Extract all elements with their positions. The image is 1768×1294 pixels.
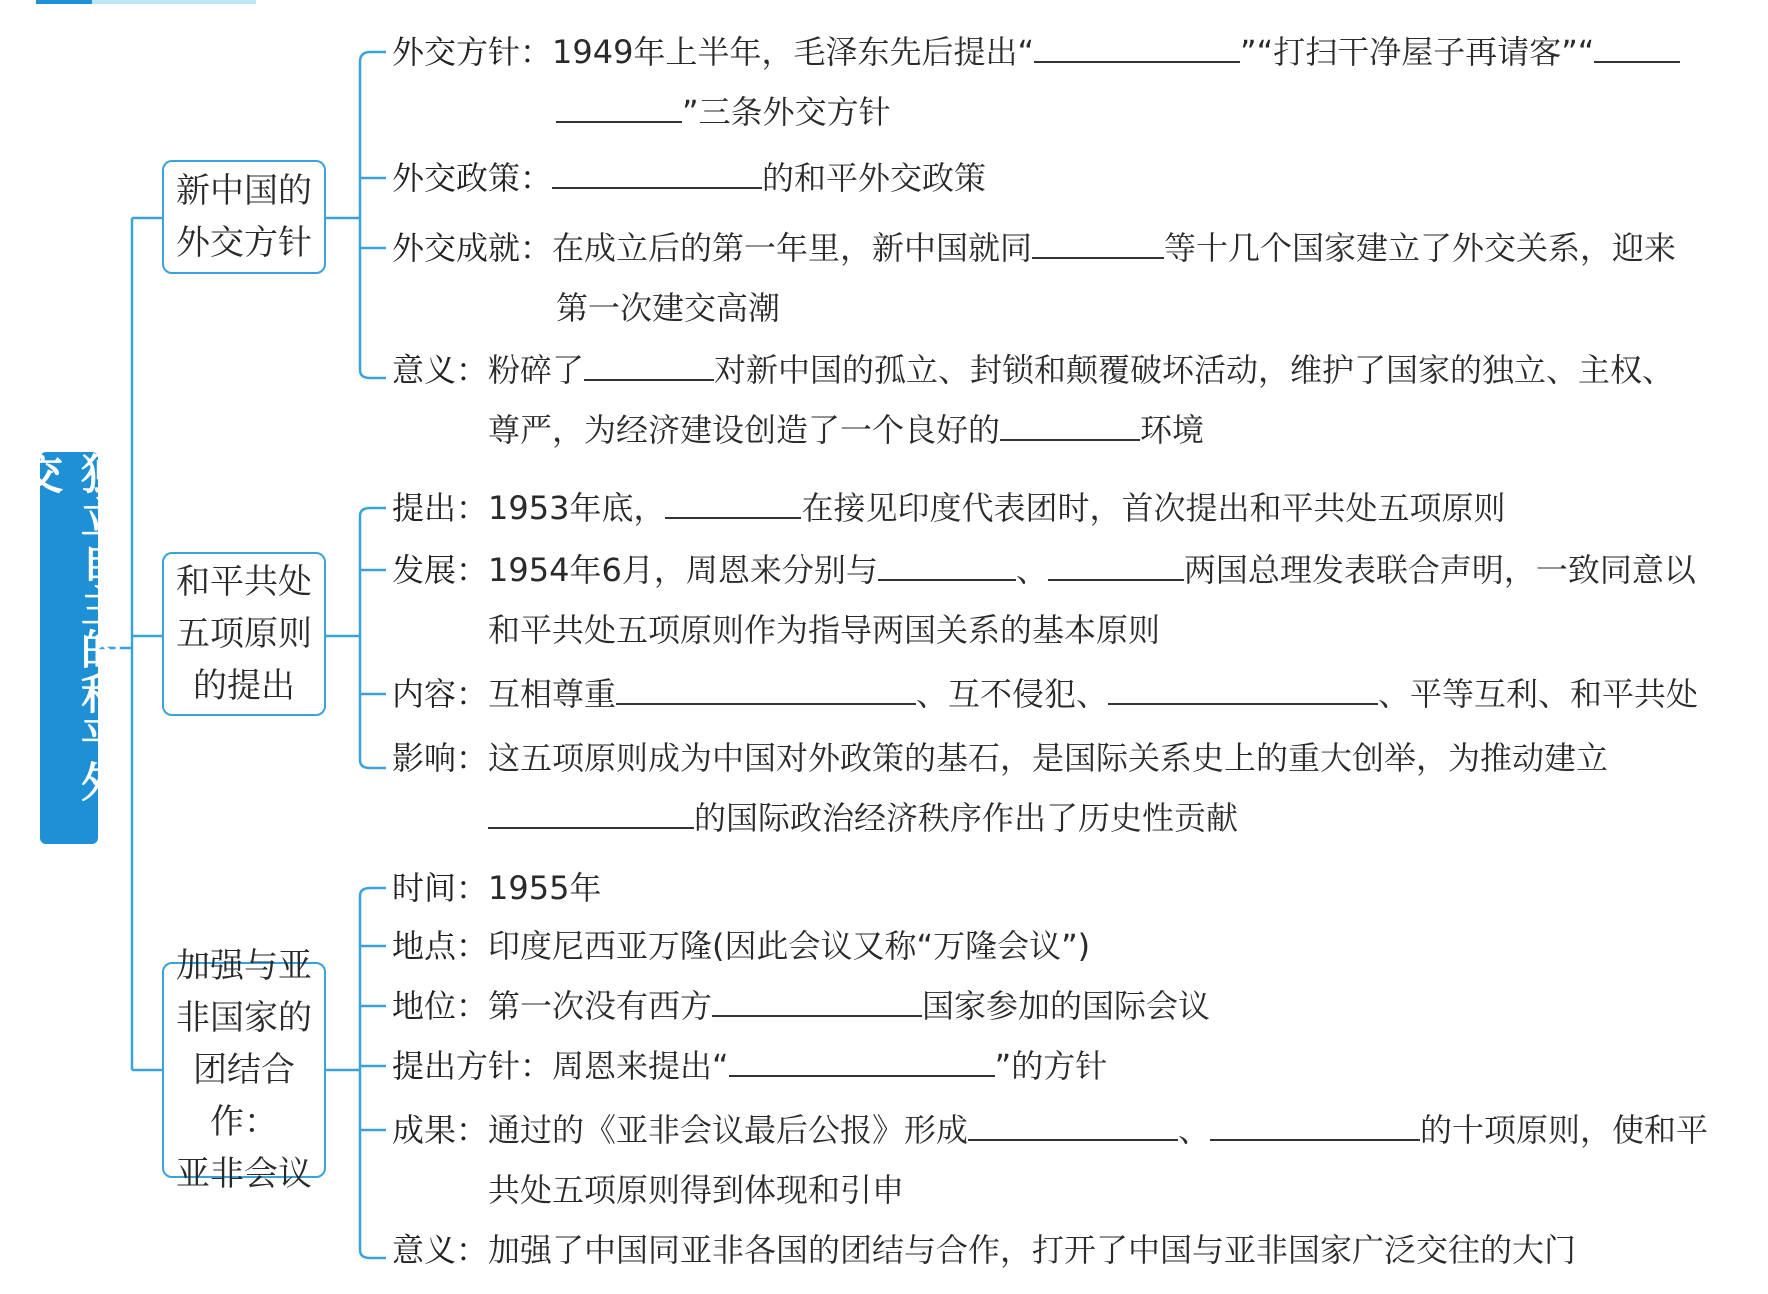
item-significance-1 <box>392 340 1750 460</box>
topic-line: 团结合作： <box>193 1050 295 1142</box>
fill-blank <box>968 1103 1178 1141</box>
connector-section-2 <box>326 508 386 768</box>
item-text: 通过的《亚非会议最后公报》形成 <box>488 1111 969 1149</box>
item-results <box>392 1100 1750 1220</box>
item-text: 、 <box>1015 551 1048 589</box>
fill-blank <box>1594 25 1680 63</box>
fill-blank <box>552 151 762 189</box>
topic-line: 五项原则 <box>176 614 312 654</box>
item-content <box>392 664 1750 724</box>
item-text: 等十几个国家建立了外交关系，迎来 <box>1164 229 1677 267</box>
item-text: 环境 <box>1140 411 1205 449</box>
item-text: 1954年6月，周恩来分别与 <box>488 551 878 589</box>
item-label: 地点： <box>392 927 489 965</box>
item-text: 的国际政治经济秩序作出了历史性贡献 <box>694 799 1239 837</box>
item-text: 的十项原则，使和平 <box>1420 1111 1709 1149</box>
item-text: 互相尊重 <box>488 675 617 713</box>
fill-blank <box>1210 1103 1420 1141</box>
fill-blank <box>712 979 922 1017</box>
fill-blank <box>488 791 694 829</box>
item-status <box>392 976 1750 1036</box>
fill-blank <box>878 543 1016 581</box>
item-text: 加强了中国同亚非各国的团结与合作，打开了中国与亚非国家广泛交往的大门 <box>488 1231 1577 1269</box>
topic-bandung-conference <box>162 946 326 1194</box>
item-label: 地位： <box>392 987 489 1025</box>
item-text: 1949年上半年，毛泽东先后提出“ <box>552 33 1035 71</box>
item-text: ”“打扫干净屋子再请客”“ <box>1240 33 1595 71</box>
topic-line: 的提出 <box>193 666 295 706</box>
item-time <box>392 858 1750 918</box>
item-text: 1953年底， <box>488 489 666 527</box>
fill-blank <box>1000 403 1140 441</box>
item-text: ”三条外交方针 <box>682 93 891 131</box>
fill-blank <box>1034 25 1240 63</box>
item-foreign-policy <box>392 148 1750 208</box>
item-diplomatic-guideline <box>392 22 1750 142</box>
top-accent-bar <box>36 0 256 4</box>
connector-section-3 <box>326 888 386 1258</box>
item-label: 外交成就： <box>392 229 553 267</box>
topic-new-china-diplomacy <box>162 160 326 274</box>
item-text: 、互不侵犯、 <box>916 675 1109 713</box>
item-text: 共处五项原则得到体现和引申 <box>488 1171 905 1209</box>
fill-blank <box>1032 221 1164 259</box>
item-text: 第一次建交高潮 <box>556 289 781 327</box>
item-development <box>392 540 1750 660</box>
item-text: 第一次没有西方 <box>488 987 713 1025</box>
item-text: 的和平外交政策 <box>762 159 987 197</box>
topic-line: 新中国的 <box>176 171 312 211</box>
top-accent-highlight <box>36 0 92 4</box>
topic-line: 非国家的 <box>176 998 312 1038</box>
item-label: 影响： <box>392 739 489 777</box>
fill-blank <box>556 85 682 123</box>
item-label: 内容： <box>392 675 489 713</box>
item-text: 、 <box>1178 1111 1211 1149</box>
item-text: 1955年 <box>488 869 602 907</box>
item-label: 提出方针： <box>392 1047 553 1085</box>
fill-blank <box>1108 667 1378 705</box>
item-text: 在接见印度代表团时，首次提出和平共处五项原则 <box>801 489 1506 527</box>
item-label: 意义： <box>392 1231 489 1269</box>
topic-line: 外交方针 <box>176 223 312 263</box>
root-title: 独立自主的和平外交 <box>40 452 98 844</box>
item-label: 成果： <box>392 1111 489 1149</box>
topic-line: 和平共处 <box>176 562 312 602</box>
item-text: 和平共处五项原则作为指导两国关系的基本原则 <box>488 611 1161 649</box>
item-text: 印度尼西亚万隆(因此会议又称“万隆会议”) <box>488 927 1091 965</box>
item-text: ”的方针 <box>994 1047 1108 1085</box>
fill-blank <box>729 1039 995 1077</box>
item-impact <box>392 728 1750 848</box>
item-label: 外交政策： <box>392 159 553 197</box>
item-guideline-proposed <box>392 1036 1750 1096</box>
topic-line: 加强与亚 <box>176 946 312 986</box>
item-location <box>392 916 1750 976</box>
item-label: 意义： <box>392 351 489 389</box>
topic-line: 亚非会议 <box>176 1154 312 1194</box>
fill-blank <box>665 481 801 519</box>
item-text: 这五项原则成为中国对外政策的基石，是国际关系史上的重大创举，为推动建立 <box>488 739 1609 777</box>
item-text: 两国总理发表联合声明，一致同意以 <box>1183 551 1696 589</box>
item-text: 对新中国的孤立、封锁和颠覆破坏活动，维护了国家的独立、主权、 <box>714 351 1675 389</box>
item-label: 发展： <box>392 551 489 589</box>
item-text: 在成立后的第一年里，新中国就同 <box>552 229 1033 267</box>
item-text: 粉碎了 <box>488 351 585 389</box>
fill-blank <box>1048 543 1184 581</box>
item-label: 提出： <box>392 489 489 527</box>
item-label: 时间： <box>392 869 489 907</box>
item-label: 外交方针： <box>392 33 553 71</box>
item-diplomatic-achievement <box>392 218 1750 338</box>
fill-blank <box>584 343 714 381</box>
item-text: 国家参加的国际会议 <box>922 987 1211 1025</box>
item-proposal <box>392 478 1750 538</box>
item-text: 、平等互利、和平共处 <box>1378 675 1699 713</box>
fill-blank <box>616 667 916 705</box>
item-text: 尊严，为经济建设创造了一个良好的 <box>488 411 1001 449</box>
topic-five-principles <box>162 552 326 716</box>
connector-section-1 <box>326 52 386 378</box>
item-text: 周恩来提出“ <box>552 1047 729 1085</box>
item-significance-3 <box>392 1220 1750 1280</box>
